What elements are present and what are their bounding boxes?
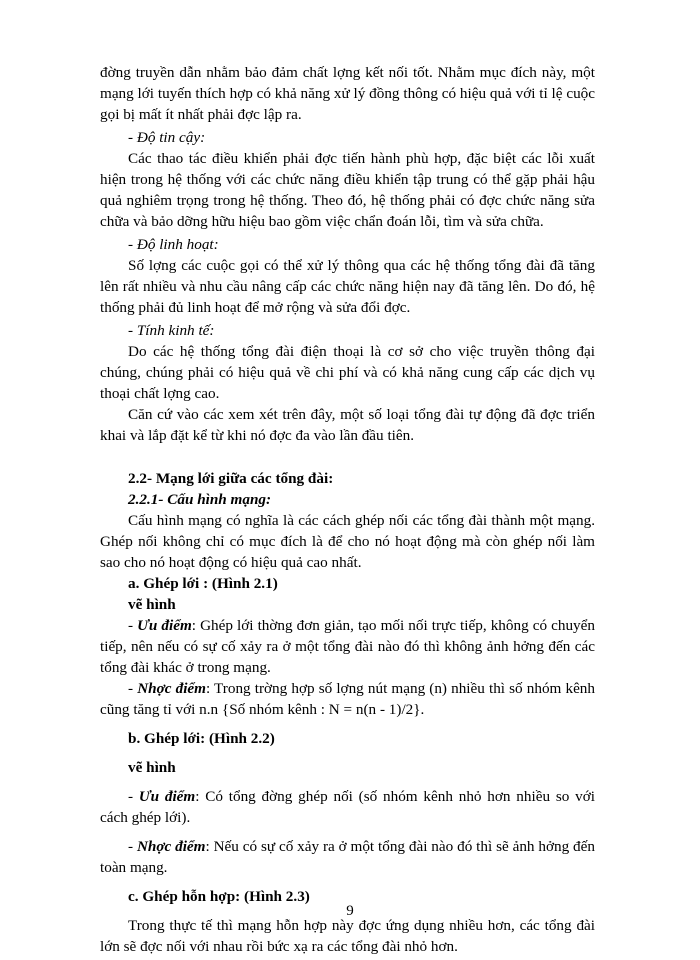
star-disadvantage: [100, 836, 595, 878]
section-heading-2-2-1: 2.2.1- Cấu hình mạng:: [128, 491, 272, 508]
mesh-disadvantage: [100, 678, 595, 720]
page-number: 9: [346, 903, 354, 919]
figure-placeholder-2-2: vẽ hình: [128, 759, 176, 776]
disadvantage-text: : Trong trờng hợp số lợng nút mạng (n) nhiều thì số nhóm kênh cũng tăng tỉ với n.n {Số nhóm kênh : N = n(n - 1)/2}.: [100, 680, 595, 718]
heading-flexibility: - Độ linh hoạt:: [128, 236, 219, 253]
section-heading-2-2: 2.2- Mạng lới giữa các tổng đài:: [128, 470, 334, 487]
paragraph-hybrid: Trong thực tế thì mạng hỗn hợp này đợc ứng dụng nhiều hơn, các tổng đài lớn sẽ đợc nối với nhau rồi bức xạ ra các tổng đài nhỏ hơn.: [100, 917, 595, 955]
advantage-label: Ưu điểm: [138, 788, 196, 805]
paragraph-conclusion: Căn cứ vào các xem xét trên đây, một số loại tổng đài tự động đã đợc triển khai và lắp đặt kể từ khi nó đợc đa vào lần đầu tiên.: [100, 406, 595, 444]
advantage-text: : Ghép lới thờng đơn giản, tạo mối nối trực tiếp, không có chuyển tiếp, nên nếu có sự cố xảy ra ở một tổng đài nào đó thì không ảnh hởng đến các tổng đài khác ở trong mạng.: [100, 617, 595, 676]
heading-mesh: a. Ghép lới : (Hình 2.1): [128, 575, 278, 592]
heading-economy: - Tính kinh tế:: [128, 322, 215, 339]
disadvantage-text: : Nếu có sự cố xảy ra ở một tổng đài nào đó thì sẽ ảnh hởng đến toàn mạng.: [100, 838, 595, 876]
star-advantage: [100, 786, 595, 828]
paragraph-flexibility: Số lợng các cuộc gọi có thể xử lý thông qua các hệ thống tổng đài đã tăng lên rất nhiều và nhu cầu nâng cấp các chức năng hiện nay đã tăng lên. Do đó, hệ thống phải đủ linh hoạt để mở rộng và sửa đổi đợc.: [100, 257, 595, 316]
disadvantage-label: Nhợc điểm: [136, 838, 206, 855]
paragraph-economy: Do các hệ thống tổng đài điện thoại là cơ sở cho việc truyền thông đại chúng, chúng phải có hiệu quả về chi phí và có khả năng cung cấp các dịch vụ thoại chất lợng cao.: [100, 343, 595, 402]
advantage-text: : Có tổng đờng ghép nối (số nhóm kênh nhỏ hơn nhiều so với cách ghép lới).: [100, 788, 595, 826]
document-page: [100, 62, 595, 957]
heading-star: b. Ghép lới: (Hình 2.2): [128, 730, 275, 747]
advantage-label: Ưu điểm: [137, 617, 192, 634]
figure-placeholder-2-1: vẽ hình: [128, 596, 176, 613]
mesh-advantage: [100, 615, 595, 678]
dash: -: [128, 680, 138, 697]
paragraph-reliability: Các thao tác điều khiển phải đợc tiến hành phù hợp, đặc biệt các lỗi xuất hiện trong hệ thống với các chức năng điều khiển tập trung có thể gặp phải hậu quả nghiêm trọng trong hệ thống. Theo đó, hệ thống phải có đợc chức năng sửa chữa và bảo dỡng hữu hiệu bao gồm việc chẩn đoán lỗi, tìm và sửa chữa.: [100, 150, 595, 230]
dash: -: [128, 617, 138, 634]
dash: -: [128, 788, 139, 805]
disadvantage-label: Nhợc điểm: [137, 680, 206, 697]
heading-reliability: - Độ tin cậy:: [128, 129, 206, 146]
dash: -: [128, 838, 137, 855]
paragraph-transmission: đờng truyền dẫn nhằm bảo đảm chất lợng kết nối tốt. Nhằm mục đích này, một mạng lới tuyến thích hợp có khả năng xử lý đồng thông có hiệu quả với tỉ lệ cuộc gọi bị mất ít nhất phải đợc lập ra.: [100, 64, 595, 123]
heading-hybrid: c. Ghép hỗn hợp: (Hình 2.3): [128, 888, 310, 905]
paragraph-network-config: Cấu hình mạng có nghĩa là các cách ghép nối các tổng đài thành một mạng. Ghép nối không chỉ có mục đích là để cho nó hoạt động mà còn ghép nối làm sao cho nó hoạt động có hiệu quả cao nhất.: [100, 512, 595, 571]
